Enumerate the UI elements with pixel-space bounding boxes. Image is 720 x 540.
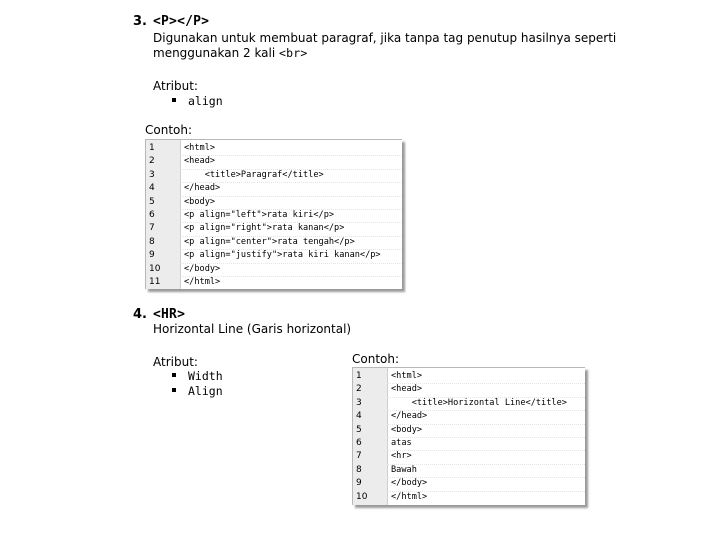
code-line (353, 477, 585, 490)
code-line (146, 155, 402, 168)
section-4-code-example (352, 367, 585, 505)
section-4-attribute-list (172, 369, 223, 399)
line-separator (180, 249, 402, 250)
line-separator (387, 464, 585, 465)
code-line (146, 209, 402, 222)
code-line (146, 169, 402, 182)
line-number: 2 (149, 156, 155, 167)
section-4-title: <HR> (153, 307, 186, 322)
line-separator (387, 410, 585, 411)
line-separator (387, 491, 585, 492)
code-text: </body> (184, 263, 221, 274)
line-number: 1 (356, 371, 362, 381)
line-number: 10 (149, 263, 161, 274)
code-text: <html> (391, 371, 423, 381)
code-line (353, 397, 585, 410)
line-separator (180, 263, 402, 264)
code-line (146, 263, 402, 276)
code-text: </head> (391, 411, 428, 422)
bullet-icon (172, 388, 176, 392)
line-separator (180, 276, 402, 277)
section-4-description: Horizontal Line (Garis horizontal) (153, 322, 352, 336)
code-text: <title>Horizontal Line</title> (391, 397, 567, 408)
attribute-name: Align (188, 384, 223, 398)
section-4-number: 4. (133, 307, 147, 322)
line-separator (387, 437, 585, 438)
line-number: 4 (356, 411, 362, 422)
line-number: 11 (149, 277, 161, 287)
line-number: 8 (356, 464, 362, 475)
section-3-attribute-label: Atribut: (153, 79, 198, 93)
section-3-example-label: Contoh: (145, 123, 193, 137)
code-line (353, 437, 585, 450)
code-line (146, 182, 402, 195)
code-text: <html> (184, 143, 216, 153)
code-line (146, 196, 402, 209)
code-text: </html> (391, 491, 428, 502)
code-text: <head> (184, 156, 216, 167)
code-line (146, 276, 402, 289)
section-3-number: 3. (133, 14, 147, 29)
line-separator (180, 169, 402, 170)
line-separator (387, 424, 585, 425)
code-text: </html> (184, 277, 221, 287)
section-3-attribute-list (172, 94, 223, 109)
code-line (353, 424, 585, 437)
line-separator (387, 397, 585, 398)
code-text: <hr> (391, 451, 412, 462)
line-number: 9 (356, 478, 362, 489)
section-4-attribute-label: Atribut: (153, 355, 198, 369)
line-number: 10 (356, 491, 368, 502)
section-3-title: <P></P> (153, 14, 210, 29)
code-line (146, 236, 402, 249)
section-4-example-label: Contoh: (352, 352, 400, 366)
line-number: 8 (149, 236, 155, 247)
line-number: 6 (356, 438, 362, 448)
line-number: 9 (149, 250, 155, 261)
code-line (353, 383, 585, 396)
line-separator (387, 383, 585, 384)
attribute-item (172, 369, 223, 384)
attribute-item (172, 384, 223, 399)
code-line (146, 249, 402, 262)
code-text: </head> (184, 183, 221, 194)
code-text: <p align="right">rata kanan</p> (184, 223, 345, 234)
code-line (353, 464, 585, 477)
line-number: 5 (356, 424, 362, 435)
code-text: <p align="left">rata kiri</p> (184, 210, 335, 220)
code-text: </body> (391, 478, 428, 489)
line-separator (180, 209, 402, 210)
line-separator (387, 450, 585, 451)
line-number: 5 (149, 196, 155, 207)
code-text: atas (391, 438, 412, 448)
code-text: <p align="center">rata tengah</p> (184, 236, 355, 247)
line-separator (387, 477, 585, 478)
line-number: 7 (356, 451, 362, 462)
line-separator (180, 182, 402, 183)
code-line (146, 222, 402, 235)
line-number: 1 (149, 143, 155, 153)
line-number: 7 (149, 223, 155, 234)
code-line (353, 491, 585, 504)
line-number: 4 (149, 183, 155, 194)
line-separator (180, 155, 402, 156)
code-text: <head> (391, 384, 423, 395)
line-number: 3 (356, 397, 362, 408)
section-3-br-code: <br> (279, 46, 308, 60)
code-line (353, 370, 585, 383)
attribute-name: Width (188, 369, 223, 383)
code-text: <body> (184, 196, 216, 207)
code-text: <body> (391, 424, 423, 435)
line-separator (180, 222, 402, 223)
attribute-item (172, 94, 223, 109)
line-separator (180, 196, 402, 197)
code-text: <p align="justify">rata kiri kanan</p> (184, 250, 381, 261)
attribute-name: align (188, 94, 223, 108)
line-number: 3 (149, 169, 155, 180)
section-3-description-prefix: menggunakan 2 kali (153, 46, 276, 60)
code-line (353, 450, 585, 463)
line-number: 2 (356, 384, 362, 395)
line-number: 6 (149, 210, 155, 220)
bullet-icon (172, 373, 176, 377)
code-text: <title>Paragraf</title> (184, 169, 324, 180)
section-3-description-line-2 (153, 46, 308, 61)
section-3-code-example (145, 139, 402, 289)
code-line (353, 410, 585, 423)
line-separator (180, 236, 402, 237)
section-3-description-line-1: Digunakan untuk membuat paragraf, jika tanpa tag penutup hasilnya seperti (153, 31, 617, 45)
code-line (146, 142, 402, 155)
code-text: Bawah (391, 464, 417, 475)
bullet-icon (172, 98, 176, 102)
